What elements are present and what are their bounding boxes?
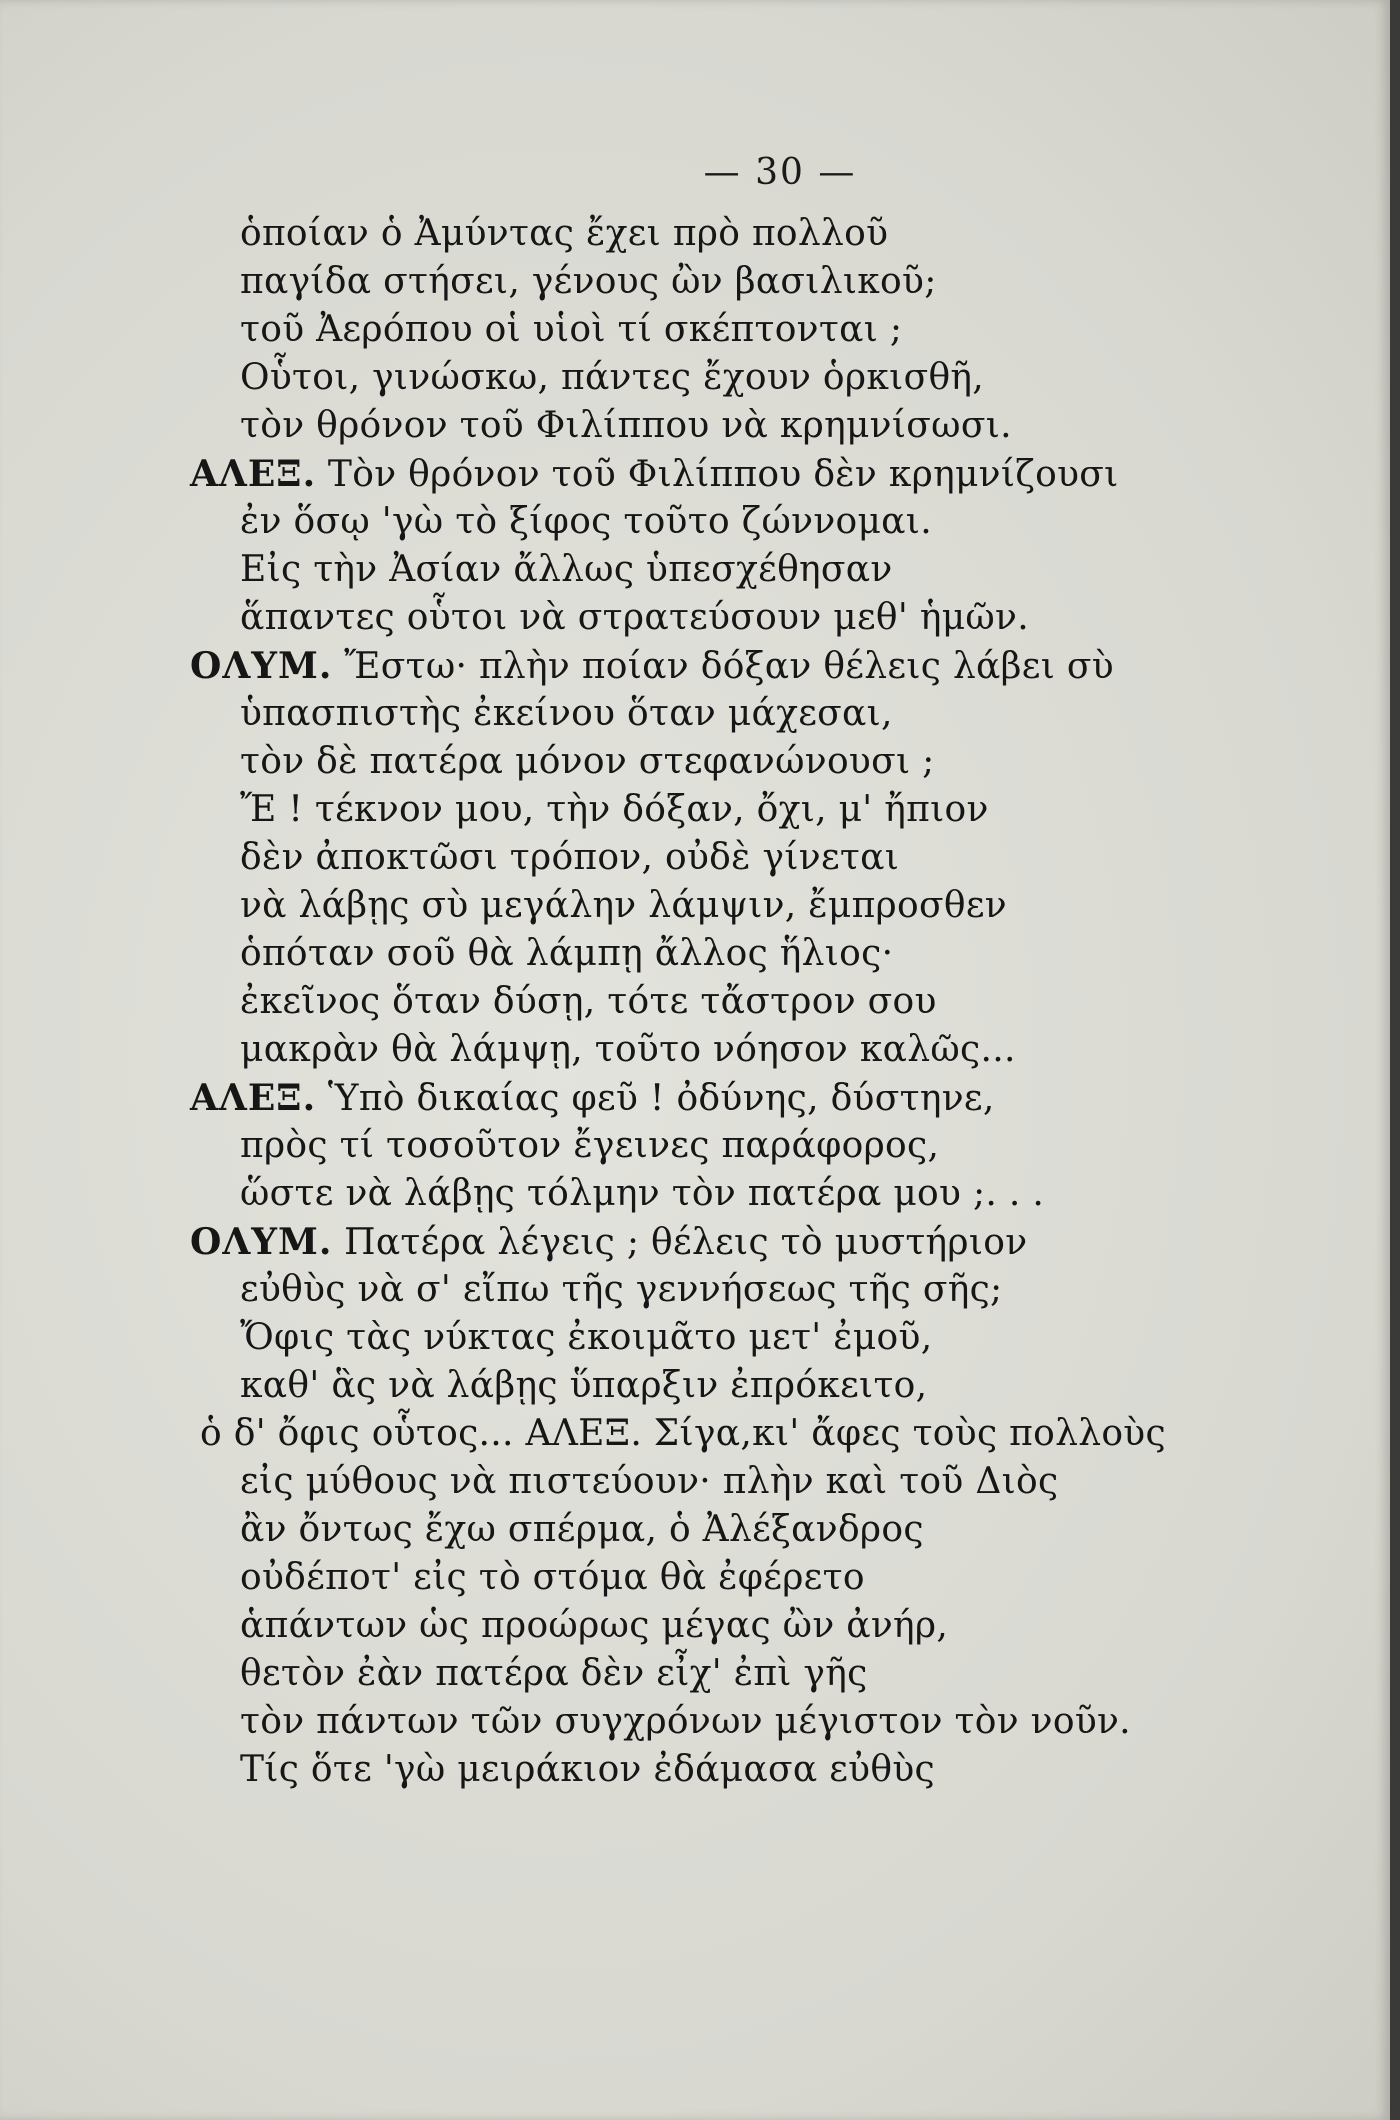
line-text: θετὸν ἐὰν πατέρα δὲν εἶχ' ἐπὶ γῆς [240,1653,868,1694]
line-text: Ἔστω· πλὴν ποίαν δόξαν θέλεις λάβει σὺ [344,646,1114,687]
line-text: Πατέρα λέγεις ; θέλεις τὸ μυστήριον [344,1222,1028,1263]
line-text: ὁ δ' ὄφις οὗτος... ΑΛΕΞ. Σίγα,κι' ἄφες τοὺς πολλοὺς [200,1413,1166,1454]
line-text: καθ' ἃς νὰ λάβῃς ὕπαρξιν ἐπρόκειτο, [240,1365,928,1406]
text-line [240,1026,1370,1074]
text-line [240,930,1370,978]
text-line [240,1458,1370,1506]
speaker-label: ΟΛΥΜ. [190,645,333,687]
text-line [240,546,1370,594]
text-line [240,1314,1370,1362]
text-line [240,834,1370,882]
line-text: τὸν θρόνον τοῦ Φιλίππου νὰ κρημνίσωσι. [240,405,1012,446]
text-line [240,1266,1370,1314]
text-line [240,786,1370,834]
speaker-label: ΟΛΥΜ. [190,1221,333,1263]
line-text: ἐκεῖνος ὅταν δύσῃ, τότε τἄστρον σου [240,981,937,1022]
line-text: ὁποίαν ὁ Ἀμύντας ἔχει πρὸ πολλοῦ [240,213,889,254]
text-line [240,1122,1370,1170]
text-line [240,210,1370,258]
text-line [240,1506,1370,1554]
text-line [240,594,1370,642]
text-line [240,498,1370,546]
text-line [240,978,1370,1026]
line-text: δὲν ἀποκτῶσι τρόπον, οὐδὲ γίνεται [240,837,900,878]
line-text: πρὸς τί τοσοῦτον ἔγεινες παράφορος, [240,1125,940,1166]
text-line [240,306,1370,354]
text-line [190,450,1370,498]
text-line [240,1554,1370,1602]
page-number: — 30 — [703,152,857,193]
text-line [240,882,1370,930]
page-edge [1390,0,1400,2120]
line-text: ἁπάντων ὡς προώρως μέγας ὢν ἀνήρ, [240,1605,949,1646]
line-text: Εἰς τὴν Ἀσίαν ἄλλως ὑπεσχέθησαν [240,549,893,590]
line-text: Ὄφις τὰς νύκτας ἐκοιμᾶτο μετ' ἐμοῦ, [240,1317,933,1358]
text-line [240,258,1370,306]
text-line [190,642,1370,690]
line-text: τοῦ Ἀερόπου οἱ υἱοὶ τί σκέπτονται ; [240,309,903,350]
line-text: νὰ λάβῃς σὺ μεγάλην λάμψιν, ἔμπροσθεν [240,885,1007,926]
text-line [190,1074,1370,1122]
line-text: εἰς μύθους νὰ πιστεύουν· πλὴν καὶ τοῦ Διὸς [240,1461,1059,1502]
text-line [240,1362,1370,1410]
text-line [240,354,1370,402]
text-line [240,1602,1370,1650]
speaker-label: ΑΛΕΞ. [190,453,317,495]
line-text: Ὑπὸ δικαίας φεῦ ! ὀδύνης, δύστηνε, [327,1078,995,1119]
line-text: ὥστε νὰ λάβῃς τόλμην τὸν πατέρα μου ;. . . [240,1173,1045,1214]
line-text: ὁπόταν σοῦ θὰ λάμπῃ ἄλλος ἥλιος· [240,933,894,974]
verse-text-block [190,210,1370,1794]
text-line [240,1698,1370,1746]
line-text: Ἔ ! τέκνον μου, τὴν δόξαν, ὄχι, μ' ἤπιον [240,789,989,830]
line-text: Τίς ὅτε 'γὼ μειράκιον ἐδάμασα εὐθὺς [240,1749,935,1790]
text-line [200,1410,1370,1458]
line-text: ὑπασπιστὴς ἐκείνου ὅταν μάχεσαι, [240,693,893,734]
line-text: μακρὰν θὰ λάμψῃ, τοῦτο νόησον καλῶς... [240,1029,1016,1070]
line-text: παγίδα στήσει, γένους ὢν βασιλικοῦ; [240,261,937,302]
text-line [240,1650,1370,1698]
line-text: ἅπαντες οὗτοι νὰ στρατεύσουν μεθ' ἡμῶν. [240,597,1029,638]
line-text: τὸν δὲ πατέρα μόνον στεφανώνουσι ; [240,741,935,782]
line-text: οὐδέποτ' εἰς τὸ στόμα θὰ ἐφέρετο [240,1557,865,1598]
text-line [240,690,1370,738]
text-line [240,738,1370,786]
text-line [240,402,1370,450]
line-text: ἂν ὄντως ἔχω σπέρμα, ὁ Ἀλέξανδρος [240,1509,924,1550]
line-text: εὐθὺς νὰ σ' εἴπω τῆς γεννήσεως τῆς σῆς; [240,1269,1003,1310]
line-text: ἐν ὅσῳ 'γὼ τὸ ξίφος τοῦτο ζώννομαι. [240,501,932,542]
line-text: τὸν πάντων τῶν συγχρόνων μέγιστον τὸν νοῦν. [240,1701,1131,1742]
text-line [240,1746,1370,1794]
line-text: Τὸν θρόνον τοῦ Φιλίππου δὲν κρημνίζουσι [327,454,1119,495]
speaker-label: ΑΛΕΞ. [190,1077,317,1119]
line-text: Οὗτοι, γινώσκω, πάντες ἔχουν ὁρκισθῆ, [240,357,985,398]
text-line [240,1170,1370,1218]
text-line [190,1218,1370,1266]
